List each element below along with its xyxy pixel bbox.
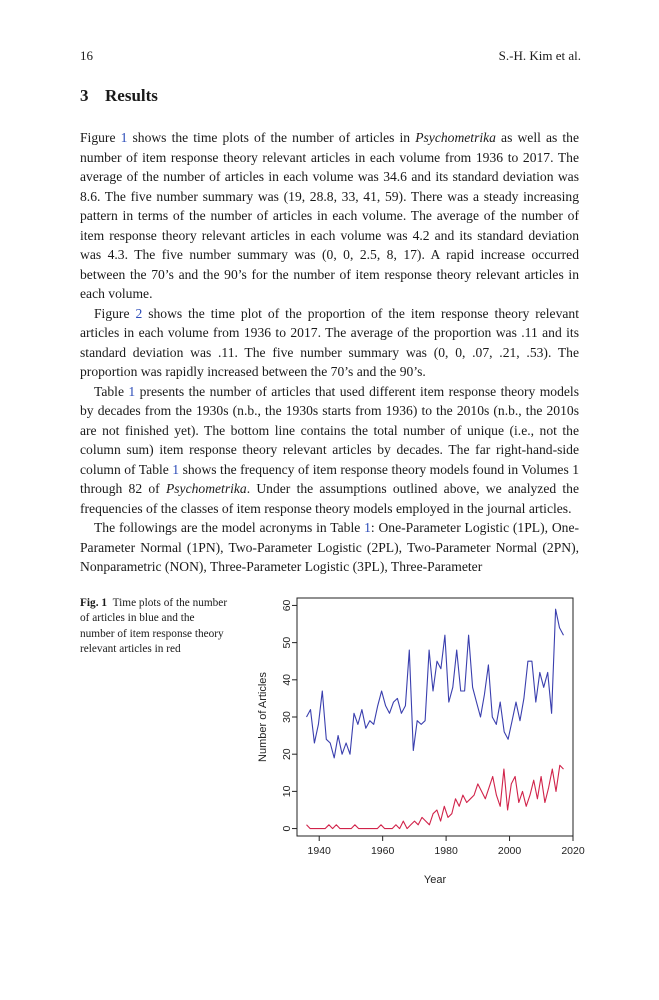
section-title: Results xyxy=(105,86,158,105)
italic-text: Psychometrika xyxy=(415,130,496,145)
cross-reference-link[interactable]: 1 xyxy=(364,520,371,535)
y-tick-label: 30 xyxy=(281,711,293,723)
x-tick-label: 1940 xyxy=(307,845,331,857)
text-run: as well as the number of item response theory relevant articles in each volume from 1936 to 2017. The average of the number of articles in each volume was 34.6 and its standard deviation was 8.6. The five number summary was (19, 28.8, 33, 41, 59). There was a steady increasing pattern in terms of the number of articles in each volume. The average of the number of item response theory relevant articles in each volume was 4.2 and its standard deviation was 4.3. The five number summary was (0, 0, 2.5, 8, 17). A rapid increase occurred between the 70’s and the 90’s for the number of item response theory relevant articles in each volume. xyxy=(80,130,579,301)
text-run: The followings are the model acronyms in Table xyxy=(94,520,365,535)
cross-reference-link[interactable]: 1 xyxy=(128,383,136,399)
cross-reference-link[interactable]: 2 xyxy=(135,305,143,321)
text-run: . Under the assumptions outlined above, we analyzed the frequencies of the classes of item response theory models employed in the journal articles. xyxy=(80,481,579,516)
paragraph xyxy=(80,128,579,304)
y-tick-label: 20 xyxy=(281,748,293,761)
y-tick-label: 60 xyxy=(281,599,293,612)
section-heading xyxy=(80,86,158,106)
y-tick-label: 50 xyxy=(281,636,293,649)
text-run: Figure xyxy=(80,130,121,145)
x-tick-label: 1980 xyxy=(434,845,458,857)
figure-caption-text: Time plots of the number of articles in blue and the number of item response theory relevant articles in red xyxy=(80,597,228,656)
text-run: shows the time plots of the number of articles in xyxy=(127,130,416,145)
paragraph xyxy=(80,382,579,519)
text-run: Table xyxy=(94,383,129,399)
section-number: 3 xyxy=(80,86,89,105)
y-tick-label: 40 xyxy=(281,673,293,686)
series-line-articles xyxy=(307,609,564,758)
x-tick-label: 2000 xyxy=(497,845,522,857)
x-axis-label: Year xyxy=(423,874,447,886)
y-tick-label: 0 xyxy=(281,825,293,832)
x-tick-label: 2020 xyxy=(561,845,585,857)
text-run: Figure xyxy=(94,305,136,321)
series-line-irt-articles xyxy=(307,765,564,828)
paragraph xyxy=(80,518,579,577)
y-axis-label: Number of Articles xyxy=(257,672,269,762)
running-head-authors: S.-H. Kim et al. xyxy=(498,48,581,63)
text-run: shows the time plot of the proportion of the item response theory relevant articles in each volume from 1936 to 2017. The average of the proportion was .11 and its standard deviation was .11. The five number summary was (0, 0, .07, .21, .53). The proportion was rapidly increased between the 70’s and the 90’s. xyxy=(80,305,579,379)
text-run: shows the frequency of item response theory models found in Volumes 1 through 82 of xyxy=(80,461,580,496)
figure-label: Fig. 1 xyxy=(80,597,107,609)
text-run: : One-Parameter Logistic (1PL), One-Parameter Normal (1PN), Two-Parameter Logistic (2PL), Two-Parameter Normal (2PN), Nonparametric (NON), Three-Parameter Logistic (3PL), Three-Parameter xyxy=(80,520,580,574)
text-run: presents the number of articles that used different item response theory models by decades from the 1930s (n.b., the 1930s starts from 1936) to the 2010s (n.b., the 2010s are not finished yet). The bottom line contains the total number of unique (i.e., not the column sum) item response theory relevant articles by decades. The far right-hand-side column of Table xyxy=(80,383,579,477)
plot-frame xyxy=(297,598,573,836)
page-number: 16 xyxy=(80,48,93,63)
x-tick-label: 1960 xyxy=(370,845,395,857)
cross-reference-link[interactable]: 1 xyxy=(120,130,128,145)
figure-caption xyxy=(80,596,230,658)
body-text xyxy=(80,128,579,577)
cross-reference-link[interactable]: 1 xyxy=(172,461,180,477)
y-tick-label: 10 xyxy=(281,785,293,798)
paragraph xyxy=(80,304,579,382)
italic-text: Psychometrika xyxy=(165,481,247,496)
time-series-chart xyxy=(240,588,585,888)
